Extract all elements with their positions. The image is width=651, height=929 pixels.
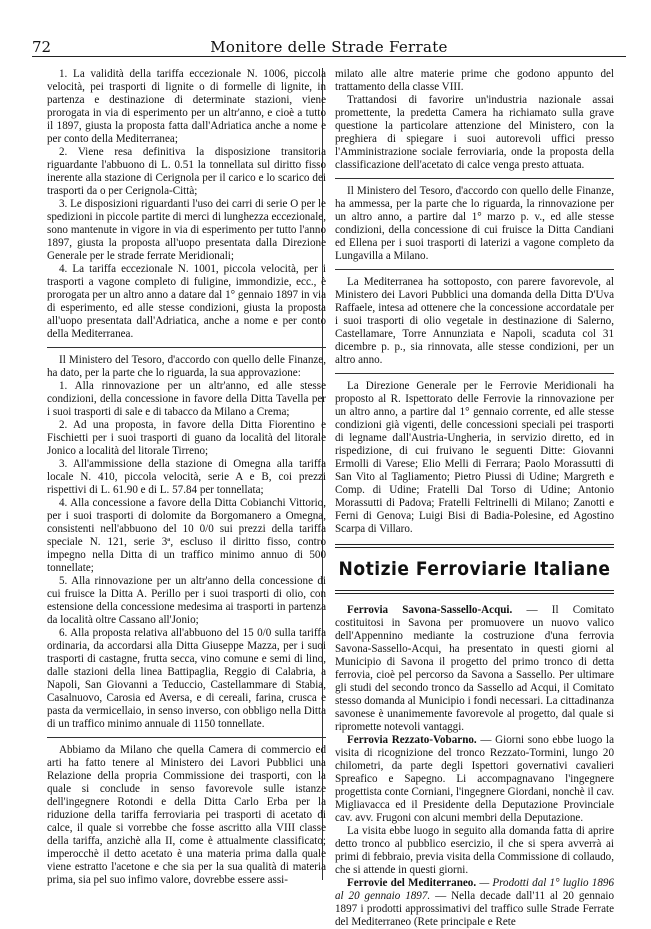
news-item <box>335 877 614 929</box>
header-rule <box>32 56 626 57</box>
paragraph: La visita ebbe luogo in seguito alla domanda fatta di aprire detto tronco al pubblico esercizio, il che si spera avverrà ai primi di febbraio, previa visita della Commissione di collaudo, che si attende in questi giorni. <box>335 825 614 876</box>
separator-rule <box>335 178 614 179</box>
section-title: Notizie Ferroviarie Italiane <box>338 558 611 580</box>
paragraph: La Direzione Generale per le Ferrovie Meridionali ha proposto al R. Ispettorato delle Ferrovie la rinnovazione per un altro anno, a partire dal 1° gennaio corrente, ed alle stesse condizioni già vigenti, delle concessioni speciali pei trasporti di legname dall'Austria-Ungheria, in servizio diretto, ed in rispedizione, di cui fruivano le seguenti Ditte: Giovanni Ermolli di Varese; Elio Melli di Ferrara; Paolo Morassutti di San Vito al Tagliamento; Pietro Piussi di Udine; Margreth e Comp. di Udine; Fratelli Dal Torso di Udine; Antonio Morassutti di Padova; Fratelli Feltrinelli di Milano; Zanotti e Ferni di Genova; Luigi Bisi di Badia-Polesine, ed Agostino Scarpa di Villaro. <box>335 380 614 535</box>
paragraph: 4. La tariffa eccezionale N. 1001, piccola velocità, per i trasporti a vagone completo di fuligine, immondizie, ecc., è prorogata per un altro anno a datare dal 1° gennaio 1897 in via di esperimento, ed alle stesse condizioni, giusta la proposta all'uopo presentata dall'Adriatica, anche a nome e per conto della Mediterranea. <box>47 263 326 340</box>
separator-rule <box>47 347 326 348</box>
paragraph: 2. Ad una proposta, in favore della Ditta Fiorentino e Fischietti per i suoi trasporti di guano da località del litorale Jonico a località del litorale Tirreno; <box>47 419 326 457</box>
page-number: 72 <box>32 38 52 56</box>
news-body: — Giorni sono ebbe luogo la visita di ricognizione del tronco Rezzato-Tormini, lungo 20 chilometri, da parte degli Ispettori governativi cavalieri Spreafico e Sapegno. Li accompagnavano l'ingegnere progettista conte Corniani, l'ingegnere Giordani, nonchè il cav. Migliavacca ed il Presidente della Deputazione Provinciale cav. avv. Frugoni con alcuni membri della Deputazione. <box>335 734 614 824</box>
paragraph: 3. All'ammissione della stazione di Omegna alla tariffa locale N. 410, piccola velocità, serie A e B, coi prezzi rispettivi di L. 61.90 e di L. 57.84 per tonnellata; <box>47 458 326 496</box>
journal-title: Monitore delle Strade Ferrate <box>210 38 448 56</box>
paragraph: Trattandosi di favorire un'industria nazionale assai promettente, la predetta Camera ha richiamato sulla grave questione la particolare attenzione del Ministero, con la preghiera di spiegare i suoi autorevoli uffici presso l'Amministrazione sociale ferroviaria, onde la proposta della classificazione dell'acetato di calce venga presto attuata. <box>335 94 614 171</box>
paragraph: 1. Alla rinnovazione per un altr'anno, ed alle stesse condizioni, della concessione in favore della Ditta Tavella per i suoi trasporti di sale e di tabacco da Milano a Crema; <box>47 380 326 418</box>
news-item <box>335 734 614 825</box>
left-column <box>47 68 326 887</box>
news-body: — Nella decade dall'11 al 20 gennaio 1897 i prodotti approssimativi del traffico sulle Strade Ferrate del Mediterraneo (Rete principale e Rete <box>335 890 614 928</box>
separator-rule <box>335 269 614 270</box>
paragraph: 1. La validità della tariffa eccezionale N. 1006, piccola velocità, pei trasporti di lignite o di formelle di lignite, in partenza e destinazione di determinate stazioni, viene prorogata in via di esperimento per un altr'anno, e cioè a tutto il 1897, giusta la proposta fatta dall'Adriatica anche a nome e per conto della Mediterranea; <box>47 68 326 145</box>
page-header <box>32 34 626 56</box>
news-subheading: — Prodotti dal 1° luglio 1896 al 20 gennaio 1897. <box>335 877 614 902</box>
separator-rule <box>335 373 614 374</box>
paragraph: 5. Alla rinnovazione per un altr'anno della concessione di cui fruisce la Ditta A. Perillo per i suoi trasporti di olio, con estensione della concessione medesima ai trasporti in partenza da località oltre Cassano all'Jonio; <box>47 575 326 626</box>
paragraph: 2. Viene resa definitiva la disposizione transitoria riguardante l'abbuono di L. 0.51 la tonnellata sul diritto fisso inerente alla stazione di Cerignola per il carico e lo scarico dei trasporti da o per Cerignola-Città; <box>47 146 326 197</box>
paragraph: Il Ministero del Tesoro, d'accordo con quello delle Finanze, ha ammessa, per la parte che lo riguarda, la rinnovazione per un altro anno, a partire dal 1° marzo p. v., ed alle stesse condizioni, della concessione di cui fruisce la Ditta Candiani ed Ellena per i suoi trasporti di laterizi a vagone completo da Lungavilla a Milano. <box>335 185 614 262</box>
right-column <box>335 68 614 929</box>
section-double-rule <box>335 544 614 548</box>
news-heading: Ferrovia Rezzato-Vobarno. <box>347 734 477 746</box>
news-body: — Il Comitato costituitosi in Savona per promuovere un nuovo valico dell'Appennino mediante la costruzione d'una ferrovia Savona-Sassello-Acqui, ha presentato in questi giorni al Municipio di Savona il progetto del primo tronco di detta ferrovia, cioè pel percorso da Savona a Sassello. Per ultimare gli studi del secondo tronco da Sassello ad Acqui, il Comitato stesso domanda al Municipio i fondi necessari. La cittadinanza savonese è unanimemente favorevole al progetto, dal quale si ripromette notevoli vantaggi. <box>335 604 614 733</box>
news-heading: Ferrovia Savona-Sassello-Acqui. <box>347 604 513 616</box>
news-heading: Ferrovie del Mediterraneo. <box>347 877 477 889</box>
paragraph: 3. Le disposizioni riguardanti l'uso dei carri di serie O per le spedizioni in piccole partite di merci di lunghezza eccezionale, sono mantenute in vigore in via di esperimento per tutto l'anno 1897, giusta la proposta all'uopo presentata dalla Direzione Generale per le strade ferrate Meridionali; <box>47 198 326 262</box>
paragraph: Abbiamo da Milano che quella Camera di commercio ed arti ha fatto tenere al Ministero dei Lavori Pubblici una Relazione della propria Commissione dei trasporti, con la quale si conclude in senso favorevole sulle istanze dell'ingegnere Rotondi e della Ditta Carlo Erba per la riduzione della tariffa ferroviaria pei trasporti di acetato di calce, il quale si vorrebbe che fosse ascritto alla VIII classe della tariffa, anzichè alla II, come è attualmente classificato; imperocchè il detto acetato è una materia prima dalla quale viene estratto l'acetone e che sia per la sua qualità di materia prima, sia pel suo infimo valore, dovrebbe essere assi- <box>47 744 326 886</box>
news-item <box>335 604 614 734</box>
paragraph: milato alle altre materie prime che godono appunto del trattamento della classe VIII. <box>335 68 614 93</box>
paragraph: 6. Alla proposta relativa all'abbuono del 15 0/0 sulla tariffa ordinaria, da accordarsi alla Ditta Giuseppe Mazza, per i suoi trasporti di castagne, frutta secca, vino comune e semi di lino, dalle stazioni della linea Battipaglia, Reggio di Calabria, a Napoli, San Giovanni a Teduccio, Castellammare di Stabia, Casalnuovo, Carosia ed Aversa, e di cereali, farina, crusca e pasta da vermicellaio, in senso inverso, con obbligo nella Ditta di un traffico minimo annuale di 1150 tonnellate. <box>47 627 326 730</box>
separator-rule <box>47 737 326 738</box>
paragraph: La Mediterranea ha sottoposto, con parere favorevole, al Ministero dei Lavori Pubblici una domanda della Ditta D'Uva Raffaele, intesa ad ottenere che la concessione accordatale per i suoi trasporti di olio vegetale in destinazione di Salerno, Castellamare, Torre Annunziata e Napoli, scaduta col 31 dicembre p. p., sia rinnovata, alle stesse condizioni, per un altro anno. <box>335 276 614 366</box>
paragraph: 4. Alla concessione a favore della Ditta Cobianchi Vittorio, per i suoi trasporti di dolomite da Borgomanero a Omegna, consistenti nell'abbuono del 10 0/0 sui prezzi della tariffa speciale N. 121, serie 3ª, escluso il diritto fisso, contro impegno nella Ditta di un traffico minimo annuo di 500 tonnellate; <box>47 497 326 574</box>
paragraph: Il Ministero del Tesoro, d'accordo con quello delle Finanze, ha dato, per la parte che lo riguarda, la sua approvazione: <box>47 354 326 379</box>
section-double-rule <box>335 590 614 594</box>
